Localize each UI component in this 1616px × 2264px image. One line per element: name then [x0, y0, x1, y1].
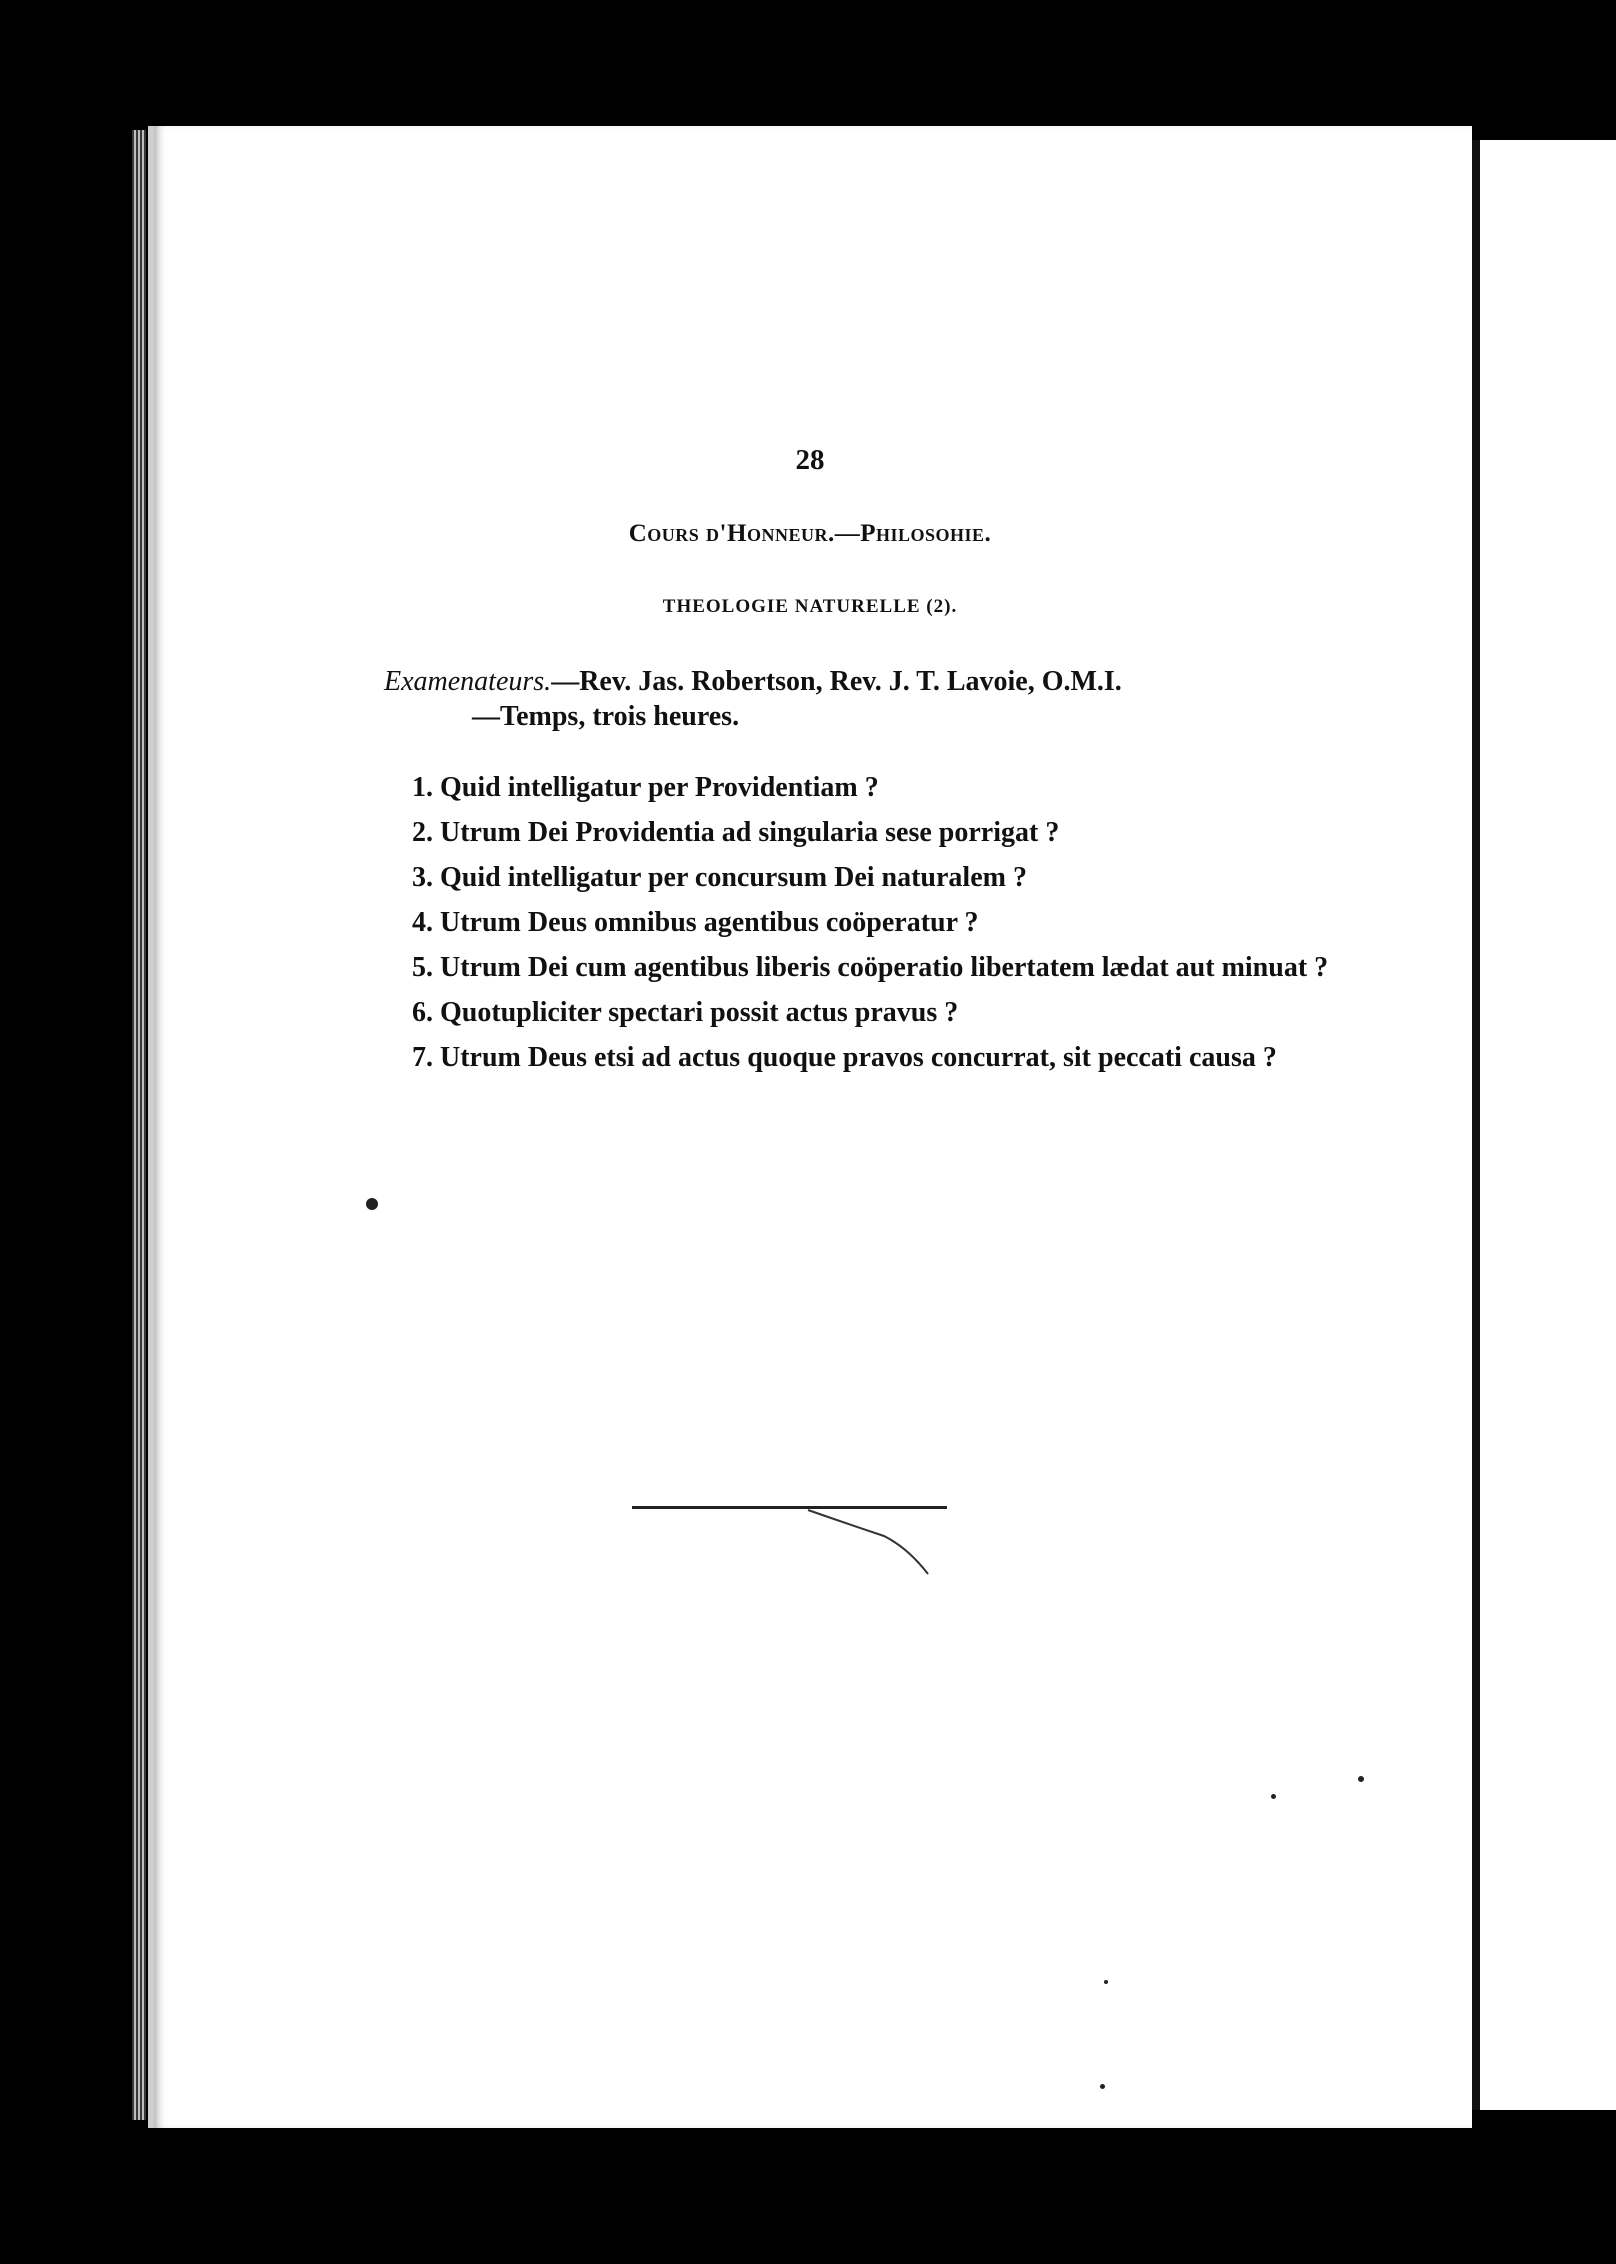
question-item: 7. Utrum Deus etsi ad actus quoque pravos concurrat, sit peccati causa ?	[412, 1042, 1277, 1073]
question-item: 6. Quotupliciter spectari possit actus pravus ?	[412, 997, 959, 1028]
document-page	[148, 126, 1472, 2128]
question-list	[384, 770, 1364, 1075]
duration-text: —Temps, trois heures.	[472, 701, 740, 732]
question-item: 4. Utrum Deus omnibus agentibus coöperatur ?	[412, 907, 979, 938]
question-item: 2. Utrum Dei Providentia ad singularia sese porrigat ?	[412, 817, 1060, 848]
question-item: 3. Quid intelligatur per concursum Dei naturalem ?	[412, 862, 1027, 893]
page-stack-edge	[132, 130, 146, 2120]
pen-stroke-mark	[648, 1506, 948, 1706]
exam-body	[384, 664, 1364, 1085]
subject-heading: THEOLOGIE NATURELLE (2).	[662, 596, 958, 617]
ink-speck	[1358, 1776, 1364, 1782]
examiners-paragraph	[384, 664, 1364, 734]
question-item: 5. Utrum Dei cum agentibus liberis coöperatio libertatem lædat aut minuat ?	[412, 952, 1329, 983]
ink-speck	[1104, 1980, 1108, 1984]
facing-page	[1478, 140, 1616, 2110]
section-heading: Cours d'Honneur.—Philosohie.	[628, 520, 992, 547]
ink-speck	[1100, 2084, 1105, 2089]
page-number: 28	[795, 444, 825, 476]
ink-speck	[1271, 1794, 1276, 1799]
examiners-label: Examenateurs.	[384, 666, 552, 697]
ink-speck	[366, 1198, 378, 1210]
examiners-text: —Rev. Jas. Robertson, Rev. J. T. Lavoie, O.M.I.	[551, 666, 1122, 697]
question-item: 1. Quid intelligatur per Providentiam ?	[412, 772, 879, 803]
